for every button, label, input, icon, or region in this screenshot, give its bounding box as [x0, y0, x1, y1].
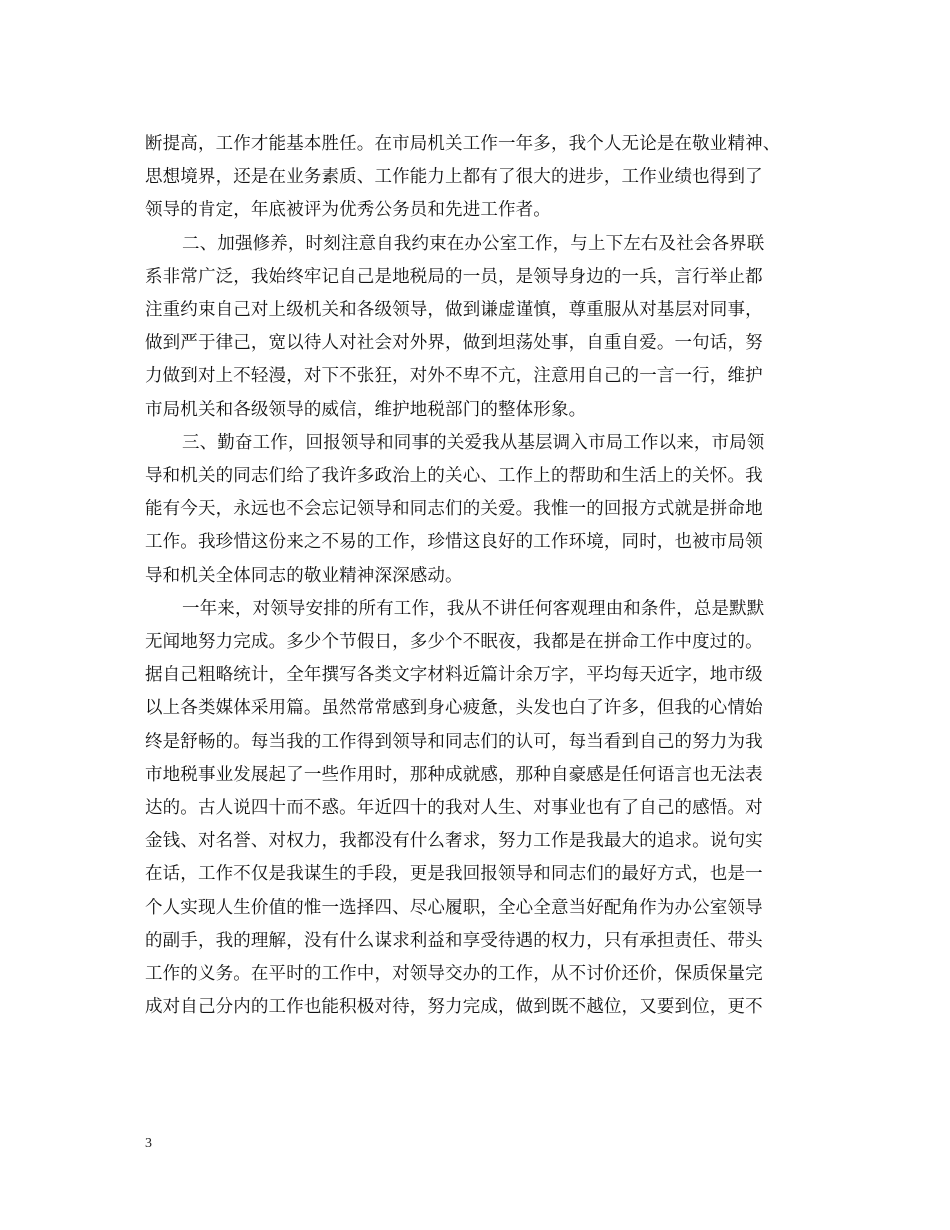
text-line: 导和机关的同志们给了我许多政治上的关心、工作上的帮助和生活上的关怀。我 [145, 466, 763, 486]
text-line: 系非常广泛，我始终牢记自己是地税局的一员，是领导身边的一兵，言行举止都 [145, 266, 763, 287]
text-line: 思想境界，还是在业务素质、工作能力上都有了很大的进步，工作业绩也得到了 [145, 167, 763, 188]
text-line: 二、加强修养，时刻注意自我约束在办公室工作，与上下左右及社会各界联 [182, 233, 765, 254]
text-line: 无闻地努力完成。多少个节假日，多少个不眠夜，我都是在拼命工作中度过的。 [145, 632, 763, 652]
text-line: 在话，工作不仅是我谋生的手段，更是我回报领导和同志们的最好方式，也是一 [145, 864, 763, 885]
text-line: 金钱、对名誉、对权力，我都没有什么奢求，努力工作是我最大的追求。说句实 [145, 831, 763, 852]
text-line: 一年来，对领导安排的所有工作，我从不讲任何客观理由和条件，总是默默 [182, 598, 765, 619]
text-line: 成对自己分内的工作也能积极对待，努力完成，做到既不越位，又要到位，更不 [145, 997, 763, 1018]
text-line: 领导的肯定，年底被评为优秀公务员和先进工作者。 [145, 200, 551, 221]
text-line: 终是舒畅的。每当我的工作得到领导和同志们的认可，每当看到自己的努力为我 [145, 731, 763, 752]
text-line: 以上各类媒体采用篇。虽然常常感到身心疲惫，头发也白了许多，但我的心情始 [145, 698, 763, 719]
text-line: 据自己粗略统计，全年撰写各类文字材料近篇计余万字，平均每天近字，地市级 [145, 665, 763, 686]
text-line: 个人实现人生价值的惟一选择四、尽心履职，全心全意当好配角作为办公室领导 [145, 897, 763, 918]
page-number: 3 [145, 1136, 152, 1151]
text-line: 断提高，工作才能基本胜任。在市局机关工作一年多，我个人无论是在敬业精神、 [145, 134, 781, 154]
text-line: 达的。古人说四十而不惑。年近四十的我对人生、对事业也有了自己的感悟。对 [145, 798, 763, 818]
text-line: 能有今天，永远也不会忘记领导和同志们的关爱。我惟一的回报方式就是拼命地 [145, 499, 763, 520]
text-line: 导和机关全体同志的敬业精神深深感动。 [145, 565, 463, 586]
text-line: 市地税事业发展起了一些作用时，那种成就感，那种自豪感是任何语言也无法表 [145, 764, 763, 785]
text-line: 的副手，我的理解，没有什么谋求利益和享受待遇的权力，只有承担责任、带头 [145, 930, 763, 951]
text-line: 三、勤奋工作，回报领导和同事的关爱我从基层调入市局工作以来，市局领 [182, 432, 765, 453]
text-line: 工作。我珍惜这份来之不易的工作，珍惜这良好的工作环境，同时，也被市局领 [145, 532, 763, 553]
text-line: 做到严于律己，宽以待人对社会对外界，做到坦荡处事，自重自爱。一句话，努 [145, 333, 763, 354]
text-line: 市局机关和各级领导的威信，维护地税部门的整体形象。 [145, 399, 587, 420]
text-line: 注重约束自己对上级机关和各级领导，做到谦虚谨慎，尊重服从对基层对同事， [145, 300, 763, 320]
text-line: 工作的义务。在平时的工作中，对领导交办的工作，从不讨价还价，保质保量完 [145, 964, 763, 984]
text-line: 力做到对上不轻漫，对下不张狂，对外不卑不亢，注意用自己的一言一行，维护 [145, 366, 763, 387]
